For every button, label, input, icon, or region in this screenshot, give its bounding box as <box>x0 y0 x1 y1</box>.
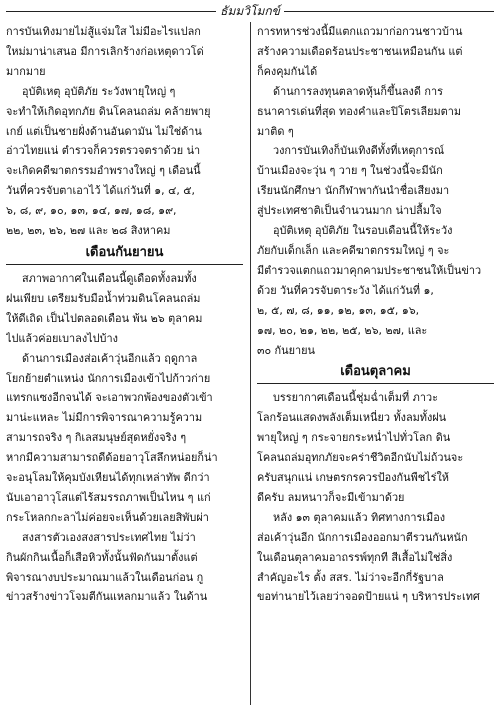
text-line: ใหม่มาน่าเสนอ มีการเลิกร้างก่อเหตุดาวโด่ <box>6 44 204 58</box>
text-line: หลัง ๑๓ ตุลาคมแล้ว ทิศทางการเมือง <box>273 510 446 524</box>
right-column <box>257 22 494 705</box>
header-rule-left <box>6 11 216 12</box>
text-line: ขอท่านายไว้เลยว่าจอดป้ายแน่ ๆ บริหารประเทศ <box>257 590 480 604</box>
text-line: มาน่ะแหละ ไม่มีการพิจารณาความรู้ความ <box>6 411 203 425</box>
text-line: ธนาคารเด่นที่สุด ทองคำและปิโตรเลียมตาม <box>257 104 462 118</box>
text-line: จะทำให้เกิดอุทกภัย ดินโคลนถล่ม คล้ายพายุ <box>6 104 211 118</box>
text-line: สู่ประเทศชาติเป็นจำนวนมาก น่าปลื้มใจ <box>257 204 442 218</box>
text-line: ข่าวสร้างข่าวโจมตีกันแหลกมาแล้ว ในด้าน <box>6 590 208 604</box>
text-line: ๒, ๕, ๗, ๘, ๑๑, ๑๒, ๑๓, ๑๕, ๑๖, <box>257 303 420 317</box>
left-politics-paragraph <box>6 349 243 608</box>
text-line: จะเกิดคดีฆาตกรรมอำพรางใหญ่ ๆ เดือนนี้ <box>6 164 201 178</box>
column-divider <box>250 22 251 705</box>
text-line: ส่อเค้าวุ่นอีก นักการเมืองออกมาตีรวนกันหนัก <box>257 530 468 544</box>
left-accident-paragraph <box>6 82 243 241</box>
text-line: บรรยากาศเดือนนี้ชุ่มฉ่ำเต็มที่ ภาวะ <box>273 391 438 405</box>
text-line: ครับสนุกแน่ เกษตรกรควรป้องกันพืชไร่ให้ <box>257 471 449 485</box>
text-line: อุบัติเหตุ อุบัติภัย ระวังพายุใหญ่ ๆ <box>22 84 176 98</box>
text-line: แทรกแซงอีกจนได้ จะเอาพวกพ้องของตัวเข้า <box>6 391 213 405</box>
text-line: สภาพอากาศในเดือนนี้ดูเดือดทั้งลมทั้ง <box>22 271 197 285</box>
page-header <box>6 2 494 20</box>
text-line: เรียนนักศึกษา นักกีฬาพากันนำชื่อเสียงมา <box>257 184 450 198</box>
left-column <box>6 22 243 705</box>
text-line: ภัยกับเด็กเล็ก และคดีฆาตกรรมใหญ่ ๆ จะ <box>257 243 450 257</box>
header-title: ธัมมวิโมกข์ <box>220 3 280 18</box>
text-line: ด้านการลงทุนตลาดหุ้นก็ขึ้นลงดี การ <box>273 84 443 98</box>
text-line: หากมีความสามารถดีด้อยอาวุโสลึกหน่อยก็น่า <box>6 451 218 465</box>
left-weather-paragraph <box>6 269 243 349</box>
text-line: สร้างความเดือดร้อนประชาชนเหมือนกัน แต่ <box>257 44 463 58</box>
text-line: การบันเทิงมายไม่สู้แจ่มใส ไม่มีอะไรแปลก <box>6 25 201 38</box>
text-line: บ้านเมืองจะวุ่น ๆ วาย ๆ ในช่วงนี้จะมีนัก <box>257 164 443 178</box>
text-line: พิจารณางบประมาณมาแล้วในเดือนก่อน กู <box>6 570 204 584</box>
text-line: ในเดือนตุลาคมอาถรรพ์ทุกที สีเสื้อไม่ใช่สิ่ง <box>257 550 453 564</box>
text-line: ให้ดีเถิด เป็นไปตลอดเดือน พ้น ๒๖ ตุลาคม <box>6 311 203 325</box>
text-line: ๓๐ กันยายน <box>257 343 315 357</box>
right-investment-paragraph <box>257 82 494 142</box>
text-line: ไปแล้วค่อยเบาลงไปบ้าง <box>6 331 118 345</box>
text-line: ฝนเพียบ เตรียมรับมือน้ำท่วมดินโคลนถล่ม <box>6 291 201 305</box>
text-line: พายุใหญ่ ๆ กระจายกระหน่ำไปทั่วโลก ดิน <box>257 431 451 445</box>
text-line: สำคัญอะไร ตั้ง สสร. ไม่ว่าจะอีกกี่รัฐบาล <box>257 570 444 584</box>
text-line: สามารถจริง ๆ กิเลสมนุษย์สุดหยั่งจริง ๆ <box>6 431 187 445</box>
text-line: เกย์ แต่เป็นชายฝั่งด้านอันดามัน ไม่ใช่ด้าน <box>6 124 202 138</box>
text-line: อ่าวไทยแน่ ตำรวจก็ควรตรวจตราด้วย น่า <box>6 144 201 158</box>
text-line: ด้วย วันที่ควรจับตาระวัง ได้แก่วันที่ ๑, <box>257 283 434 297</box>
text-line: นับเอาอาวุโสแต่ไร้สมรรถภาพเป็นไหน ๆ แก่ <box>6 490 211 504</box>
right-intro-paragraph <box>257 22 494 82</box>
text-line: โคลนถล่มอุทกภัยจะคร่าชีวิตอีกนับไม่ถ้วนจะ <box>257 451 464 465</box>
text-line: กินผักกินเนื้อก็เสือหิวทั้งนั้นฟัดกันมาตั้งแต่ <box>6 550 198 564</box>
text-line: มากมาย <box>6 64 46 78</box>
text-line: ๑๗, ๒๐, ๒๑, ๒๒, ๒๕, ๒๖, ๒๗, และ <box>257 323 428 337</box>
text-line: ๒๒, ๒๓, ๒๖, ๒๗ และ ๒๘ สิงหาคม <box>6 224 171 238</box>
text-line: จะอนุโลมให้คุมบังเหียนได้ทุกเหล่าทัพ ดีกว่า <box>6 471 210 485</box>
right-politics-paragraph <box>257 508 494 608</box>
text-line: โยกย้ายตำแหน่ง นักการเมืองเข้าไปก้าวก่าย <box>6 371 211 385</box>
text-line: มาติด ๆ <box>257 124 294 138</box>
text-line: ดีครับ ลมหนาวก็จะมีเข้ามาด้วย <box>257 490 405 504</box>
text-line: อุบัติเหตุ อุบัติภัย ในรอบเดือนนี้ให้ระวัง <box>273 224 453 238</box>
text-line: ด้านการเมืองส่อเค้าวุ่นอีกแล้ว ฤดูกาล <box>22 351 198 365</box>
text-line: ๖, ๘, ๙, ๑๐, ๑๓, ๑๔, ๑๗, ๑๘, ๑๙, <box>6 204 177 218</box>
text-line: วงการบันเทิงก็บันเทิงดีทั้งที่เหตุการณ์ <box>273 144 445 158</box>
left-intro-paragraph <box>6 22 243 82</box>
section-heading-september: เดือนกันยายน <box>6 242 243 265</box>
section-heading-october: เดือนตุลาคม <box>257 361 494 384</box>
text-line: สงสารตัวเองสงสารประเทศไทย ไม่ว่า <box>22 530 196 544</box>
right-entertainment-paragraph <box>257 141 494 221</box>
right-weather-paragraph <box>257 388 494 507</box>
text-line: วันที่ควรจับตาเอาไว้ ได้แก่วันที่ ๑, ๔, ๕, <box>6 184 195 198</box>
header-rule-right <box>284 11 494 12</box>
right-accident-paragraph <box>257 221 494 360</box>
text-line: โลกร้อนแสดงพลังเต็มเหนี่ยว ทั้งลมทั้งฝน <box>257 411 447 425</box>
text-line: การทหารช่วงนี้มีแตกแถวมาก่อกวนชาวบ้าน <box>257 25 463 38</box>
text-line: มีตำรวจแตกแถวมาคุกคามประชาชนให้เป็นข่าว <box>257 263 482 277</box>
text-line: ก็คงคุมกันได้ <box>257 64 318 78</box>
text-line: กระโหลกกะลาไม่ค่อยจะเห็นด้วยเลยสิพับผ่า <box>6 510 209 524</box>
